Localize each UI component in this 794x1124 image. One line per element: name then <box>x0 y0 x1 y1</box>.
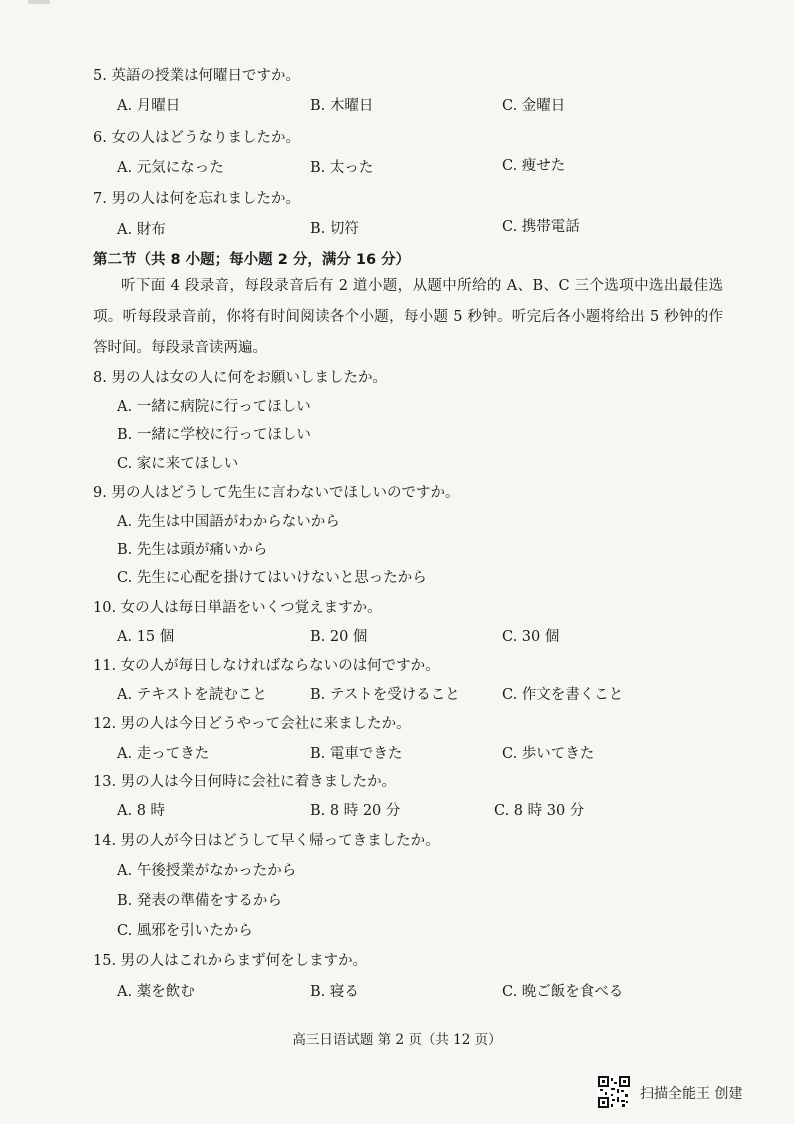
question-5-stem: 5. 英語の授業は何曜日ですか。 <box>93 68 300 84</box>
question-6-stem: 6. 女の人はどうなりましたか。 <box>93 130 300 146</box>
question-13-option-c: C. 8 時 30 分 <box>494 803 585 819</box>
question-5-option-a: A. 月曜日 <box>117 98 181 114</box>
question-14-stem: 14. 男の人が今日はどうして早く帰ってきましたか。 <box>93 833 440 849</box>
question-10-stem: 10. 女の人は毎日単語をいくつ覚えますか。 <box>93 600 382 616</box>
question-15-option-a: A. 薬を飲む <box>117 984 195 1000</box>
question-12-stem: 12. 男の人は今日どうやって会社に来ましたか。 <box>93 716 411 732</box>
question-11-option-b: B. テストを受けること <box>310 687 460 703</box>
question-7-stem: 7. 男の人は何を忘れましたか。 <box>93 191 300 207</box>
question-8-option-b: B. 一緒に学校に行ってほしい <box>117 427 311 443</box>
scanner-watermark-label: 扫描全能王 创建 <box>640 1086 743 1102</box>
question-7-option-a: A. 財布 <box>117 222 166 238</box>
section-2-title: 第二节（共 8 小题；每小题 2 分，满分 16 分） <box>93 252 411 268</box>
scan-edge-mark <box>28 0 50 4</box>
question-13-option-b: B. 8 時 20 分 <box>310 803 401 819</box>
question-12-option-a: A. 走ってきた <box>117 746 210 762</box>
question-14-option-b: B. 発表の準備をするから <box>117 893 282 909</box>
question-6-option-c: C. 痩せた <box>502 158 566 174</box>
question-9-stem: 9. 男の人はどうして先生に言わないでほしいのですか。 <box>93 485 460 501</box>
question-10-option-a: A. 15 個 <box>117 629 175 645</box>
question-14-option-a: A. 午後授業がなかったから <box>117 863 297 879</box>
question-7-option-c: C. 携帯電話 <box>502 219 580 235</box>
question-9-option-b: B. 先生は頭が痛いから <box>117 542 268 558</box>
question-12-option-c: C. 歩いてきた <box>502 746 595 762</box>
question-8-option-c: C. 家に来てほしい <box>117 456 239 472</box>
question-7-option-b: B. 切符 <box>310 221 359 237</box>
question-5-option-c: C. 金曜日 <box>502 98 566 114</box>
question-9-option-c: C. 先生に心配を掛けてはいけないと思ったから <box>117 570 427 586</box>
question-8-stem: 8. 男の人は女の人に何をお願いしましたか。 <box>93 370 387 386</box>
page-footer: 高三日语试题 第 2 页（共 12 页） <box>292 1032 502 1048</box>
question-12-option-b: B. 電車できた <box>310 746 403 762</box>
question-6-option-b: B. 太った <box>310 160 374 176</box>
question-14-option-c: C. 風邪を引いたから <box>117 923 253 939</box>
question-11-option-a: A. テキストを読むこと <box>117 687 267 703</box>
question-10-option-b: B. 20 個 <box>310 629 368 645</box>
question-10-option-c: C. 30 個 <box>502 629 560 645</box>
question-5-option-b: B. 木曜日 <box>310 98 374 114</box>
question-13-option-a: A. 8 時 <box>117 803 166 819</box>
question-15-option-b: B. 寝る <box>310 984 359 1000</box>
question-15-option-c: C. 晩ご飯を食べる <box>502 984 624 1000</box>
question-15-stem: 15. 男の人はこれからまず何をしますか。 <box>93 953 368 969</box>
question-11-stem: 11. 女の人が毎日しなければならないのは何ですか。 <box>93 658 440 674</box>
question-11-option-c: C. 作文を書くこと <box>502 687 624 703</box>
qr-code-icon <box>598 1076 630 1108</box>
question-9-option-a: A. 先生は中国語がわからないから <box>117 514 340 530</box>
section-2-instructions: 听下面 4 段录音，每段录音后有 2 道小题，从题中所给的 A、B、C 三个选项中选出最佳选项。听每段录音前，你将有时间阅读各个小题，每小题 5 秒钟。听完后各小题将给出 5 秒钟的作答时间。每段录音读两遍。 <box>93 278 723 356</box>
question-6-option-a: A. 元気になった <box>117 160 224 176</box>
question-13-stem: 13. 男の人は今日何時に会社に着きましたか。 <box>93 774 397 790</box>
question-8-option-a: A. 一緒に病院に行ってほしい <box>117 399 311 415</box>
